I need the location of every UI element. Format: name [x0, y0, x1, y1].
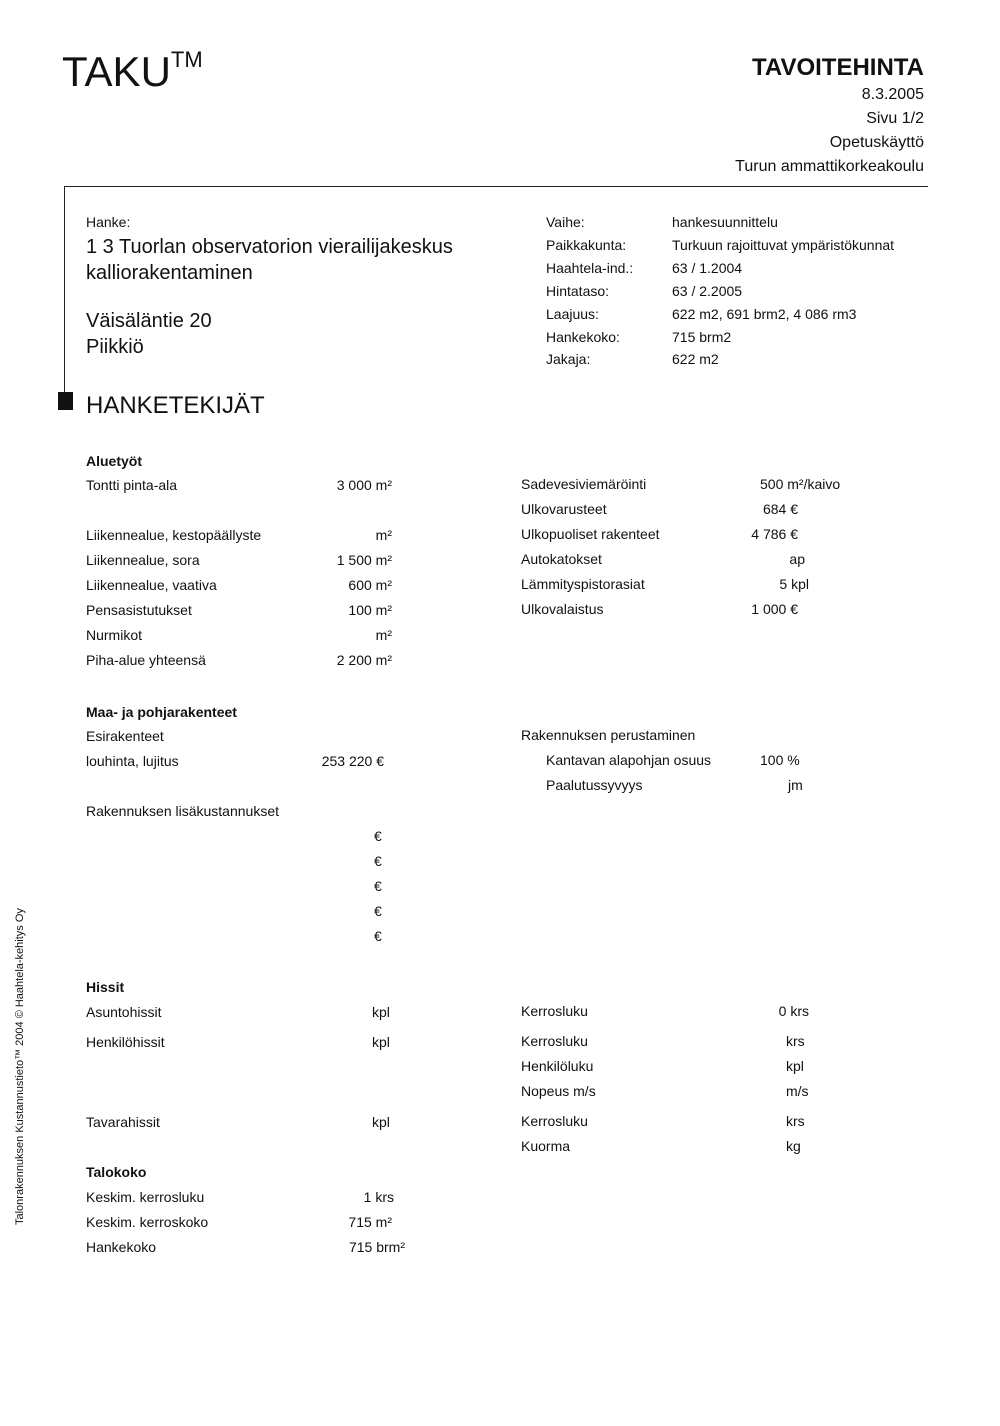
- tavara-kerrosluku-value: krs: [786, 1113, 805, 1129]
- project-address-line1: Väisäläntie 20: [86, 310, 212, 332]
- info-label: Vaihe:: [546, 214, 585, 230]
- row-label: Nurmikot: [86, 627, 143, 643]
- row-label: Sadevesiviemäröinti: [521, 476, 647, 492]
- kerrosluku-label: Keskim. kerrosluku: [86, 1189, 205, 1205]
- organization-name: Turun ammattikorkeakoulu: [735, 158, 924, 175]
- asuntohissit-value: kpl: [372, 1004, 390, 1020]
- hankekoko-value: 715 brm²: [348, 1239, 405, 1255]
- row-label: Liikennealue, sora: [86, 552, 200, 568]
- kuorma-label: Kuorma: [521, 1138, 571, 1154]
- row-label: Ulkovalaistus: [521, 601, 604, 617]
- row-label: Pensasistutukset: [86, 602, 192, 618]
- row-label: Lämmityspistorasiat: [521, 576, 645, 592]
- tavara-kerrosluku-label: Kerrosluku: [521, 1113, 588, 1129]
- asunto-kerrosluku-label: Kerrosluku: [521, 1003, 588, 1019]
- louhinta-label: louhinta, lujitus: [86, 753, 179, 769]
- hissit-heading: Hissit: [86, 979, 125, 995]
- info-label: Hankekoko:: [546, 329, 620, 345]
- row-label: Ulkovarusteet: [521, 501, 607, 517]
- row-value: 600 m²: [348, 577, 392, 593]
- info-value: 715 brm2: [672, 329, 732, 345]
- kuorma-value: kg: [786, 1138, 801, 1154]
- info-label: Hintataso:: [546, 283, 610, 299]
- info-label: Laajuus:: [546, 306, 599, 322]
- maa-heading: Maa- ja pohjarakenteet: [86, 704, 237, 720]
- row-value: 4 786 €: [751, 526, 798, 542]
- euro-value: €: [374, 828, 382, 844]
- info-value: 63 / 2.2005: [672, 283, 743, 299]
- kerroskoko-label: Keskim. kerroskoko: [86, 1214, 209, 1230]
- kerroskoko-value: 715 m²: [348, 1214, 392, 1230]
- info-value: Turkuun rajoittuvat ympäristökunnat: [672, 237, 895, 253]
- project-name-line2: kalliorakentaminen: [86, 262, 253, 284]
- row-label: Ulkopuoliset rakenteet: [521, 526, 660, 542]
- project-label: Hanke:: [86, 214, 131, 230]
- usage-note: Opetuskäyttö: [829, 134, 924, 151]
- info-label: Jakaja:: [546, 351, 591, 367]
- perustaminen-label: Rakennuksen perustaminen: [521, 727, 696, 743]
- euro-value: €: [374, 878, 382, 894]
- info-label: Paikkakunta:: [546, 237, 627, 253]
- row-value: 1 000 €: [751, 601, 798, 617]
- aluetyot-heading: Aluetyöt: [86, 453, 142, 469]
- left-divider: [64, 186, 65, 408]
- paalutus-label: Paalutussyvyys: [546, 777, 643, 793]
- row-value: ap: [789, 551, 805, 567]
- trademark-mark: TM: [170, 47, 203, 72]
- alapohja-value: 100 %: [760, 752, 800, 768]
- asunto-kerrosluku-value: 0 krs: [778, 1003, 809, 1019]
- henkilo-kerrosluku-value: krs: [786, 1033, 805, 1049]
- row-value: m²: [375, 527, 392, 543]
- nopeus-label: Nopeus m/s: [521, 1083, 596, 1099]
- row-label: Autokatokset: [521, 551, 602, 567]
- esirakenteet-label: Esirakenteet: [86, 728, 164, 744]
- row-value: 500 m²/kaivo: [760, 476, 841, 492]
- alapohja-label: Kantavan alapohjan osuus: [546, 752, 712, 768]
- paalutus-value: jm: [788, 777, 803, 793]
- henkiloluku-label: Henkilöluku: [521, 1058, 594, 1074]
- nopeus-value: m/s: [786, 1083, 809, 1099]
- project-name-line1: 1 3 Tuorlan observatorion vierailijakeskus: [86, 236, 453, 258]
- document-date: 8.3.2005: [861, 86, 924, 103]
- row-value: 2 200 m²: [336, 652, 392, 668]
- asuntohissit-label: Asuntohissit: [86, 1004, 162, 1020]
- copyright-side-text: Talonrakennuksen Kustannustieto™ 2004 © Haahtela-kehitys Oy: [14, 908, 26, 1225]
- row-label: Piha-alue yhteensä: [86, 652, 206, 668]
- louhinta-value: 253 220 €: [321, 753, 384, 769]
- info-value: hankesuunnittelu: [672, 214, 778, 230]
- info-value: 622 m2, 691 brm2, 4 086 rm3: [672, 306, 857, 322]
- header-divider: [64, 186, 928, 187]
- section-marker: [58, 392, 73, 410]
- project-address-line2: Piikkiö: [86, 336, 144, 358]
- henkilohissit-label: Henkilöhissit: [86, 1034, 165, 1050]
- row-value: 3 000 m²: [336, 477, 392, 493]
- henkilo-kerrosluku-label: Kerrosluku: [521, 1033, 588, 1049]
- henkiloluku-value: kpl: [786, 1058, 804, 1074]
- row-value: 100 m²: [348, 602, 392, 618]
- taku-logo: TAKU™: [62, 47, 203, 95]
- hankekoko-label: Hankekoko: [86, 1239, 157, 1255]
- row-value: 684 €: [762, 501, 798, 517]
- talokoko-heading: Talokoko: [86, 1164, 147, 1180]
- info-label: Haahtela-ind.:: [546, 260, 634, 276]
- section-title: HANKETEKIJÄT: [86, 392, 265, 419]
- row-value: m²: [375, 627, 392, 643]
- info-value: 63 / 1.2004: [672, 260, 743, 276]
- document-title: TAVOITEHINTA: [752, 54, 924, 81]
- row-label: Tontti pinta-ala: [86, 477, 178, 493]
- row-label: Liikennealue, vaativa: [86, 577, 217, 593]
- tavarahissit-value: kpl: [372, 1114, 390, 1130]
- tavarahissit-label: Tavarahissit: [86, 1114, 160, 1130]
- euro-value: €: [374, 903, 382, 919]
- euro-value: €: [374, 928, 382, 944]
- lisakustannukset-label: Rakennuksen lisäkustannukset: [86, 803, 280, 819]
- row-label: Liikennealue, kestopäällyste: [86, 527, 262, 543]
- henkilohissit-value: kpl: [372, 1034, 390, 1050]
- kerrosluku-value: 1 krs: [363, 1189, 394, 1205]
- info-value: 622 m2: [672, 351, 719, 367]
- row-value: 1 500 m²: [336, 552, 392, 568]
- euro-value: €: [374, 853, 382, 869]
- row-value: 5 kpl: [779, 576, 809, 592]
- page-number: Sivu 1/2: [866, 110, 924, 127]
